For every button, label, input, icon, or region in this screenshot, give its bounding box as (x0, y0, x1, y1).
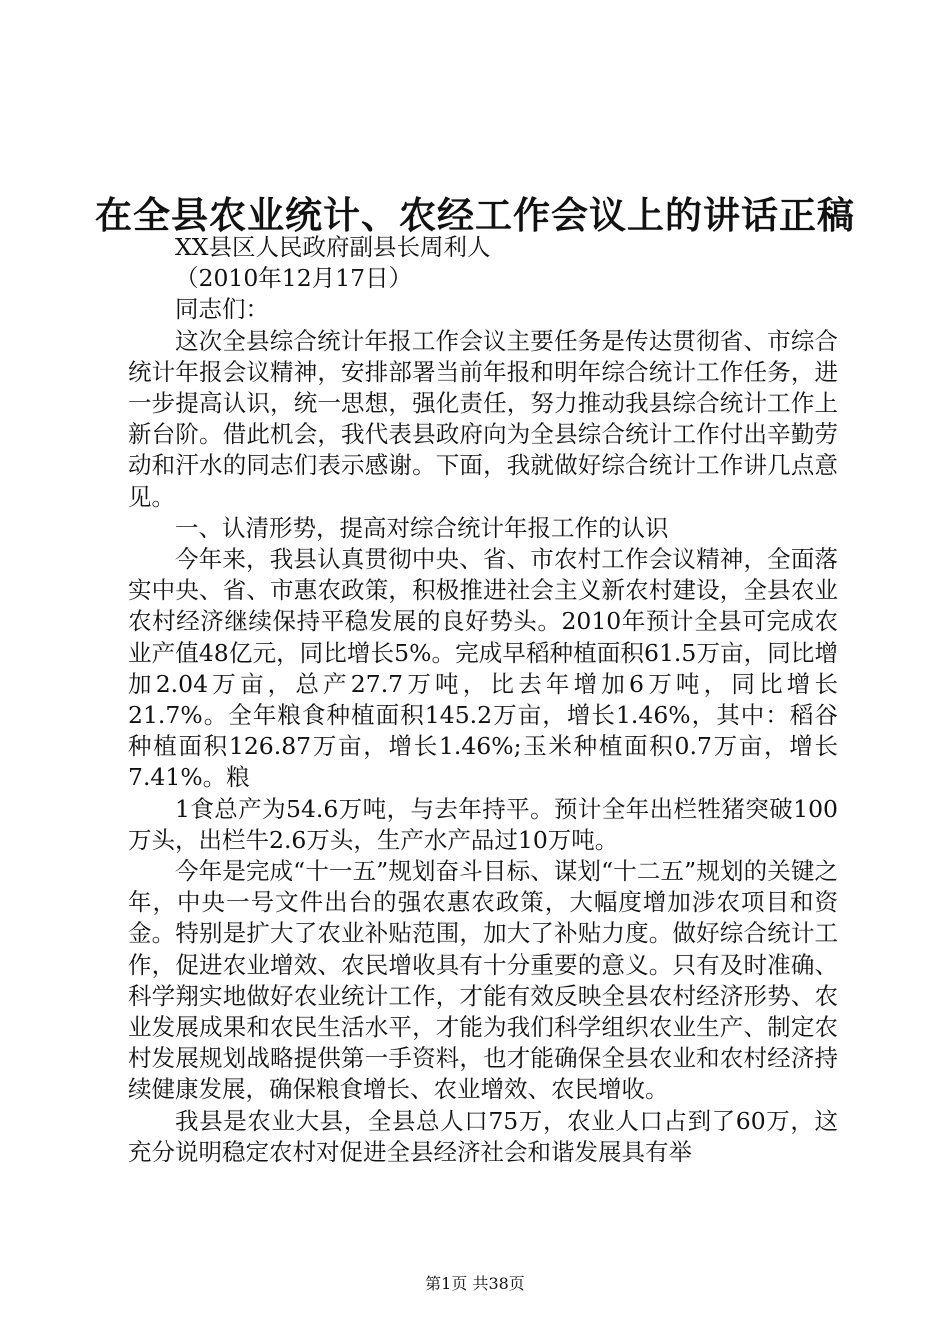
paragraph: 今年来，我县认真贯彻中央、省、市农村工作会议精神，全面落实中央、省、市惠农政策，积极推进社会主义新农村建设，全县农业农村经济继续保持平稳发展的良好势头。2010年预计全县可完成农业产值48亿元，同比增长5%。完成早稻种植面积61.5万亩，同比增加2.04万亩，总产27.7万吨，比去年增加6万吨，同比增长21.7%。全年粮食种植面积145.2万亩，增长1.46%，其中：稻谷种植面积126.87万亩，增长1.46%;玉米种植面积0.7万亩，增长7.41%。粮 (128, 545, 838, 792)
speaker-line: XX县区人民政府副县长周利人 (175, 233, 491, 261)
date-line: （2010年12月17日） (175, 264, 413, 293)
salutation: 同志们： (175, 295, 269, 324)
section-heading: 一、认清形势，提高对综合统计年报工作的认识 (175, 513, 669, 542)
document-body (128, 232, 838, 1168)
paragraph: 这次全县综合统计年报工作会议主要任务是传达贯彻省、市综合统计年报会议精神，安排部署当前年报和明年综合统计工作任务，进一步提高认识，统一思想，强化责任，努力推动我县综合统计工作上新台阶。借此机会，我代表县政府向为全县综合统计工作付出辛勤劳动和汗水的同志们表示感谢。下面，我就做好综合统计工作讲几点意见。 (128, 326, 838, 511)
page-number-footer: 第1页 共38页 (425, 1274, 525, 1293)
paragraph: 1食总产为54.6万吨，与去年持平。预计全年出栏牲猪突破100万头，出栏牛2.6万头，生产水产品过10万吨。 (128, 794, 838, 854)
document-title: 在全县农业统计、农经工作会议上的讲话正稿 (95, 193, 855, 237)
paragraph: 我县是农业大县，全县总人口75万，农业人口占到了60万，这充分说明稳定农村对促进全县经济社会和谐发展具有举 (128, 1106, 838, 1166)
paragraph: 今年是完成“十一五”规划奋斗目标、谋划“十二五”规划的关键之年，中央一号文件出台的强农惠农政策，大幅度增加涉农项目和资金。特别是扩大了农业补贴范围，加大了补贴力度。做好综合统计工作，促进农业增效、农民增收具有十分重要的意义。只有及时准确、科学翔实地做好农业统计工作，才能有效反映全县农村经济形势、农业发展成果和农民生活水平，才能为我们科学组织农业生产、制定农村发展规划战略提供第一手资料，也才能确保全县农业和农村经济持续健康发展，确保粮食增长、农业增效、农民增收。 (128, 857, 838, 1104)
